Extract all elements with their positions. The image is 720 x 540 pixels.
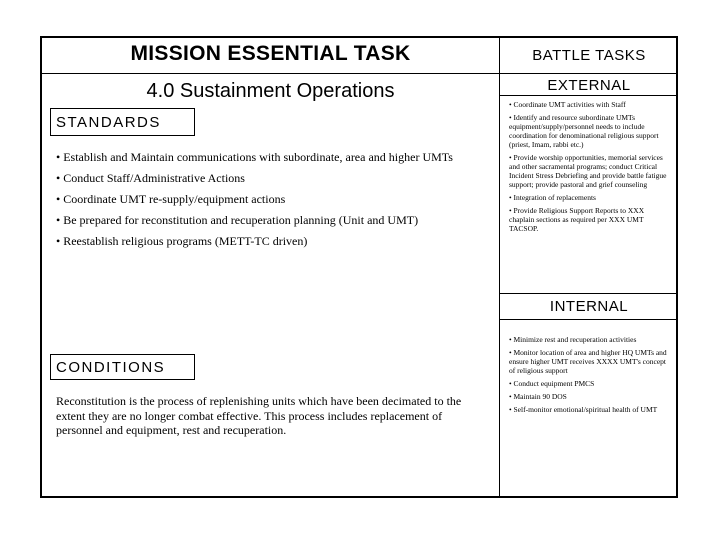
internal-task-item: • Minimize rest and recuperation activities [509,335,637,344]
mission-title: MISSION ESSENTIAL TASK [130,42,411,65]
internal-divider-top [500,293,678,294]
internal-divider-bottom [500,319,678,320]
external-task-item: • Provide Religious Support Reports to XXX chaplain sections as required per XXX UMT TACSOP. [509,206,645,233]
external-underline [500,95,678,96]
external-title: EXTERNAL [547,77,631,94]
battle-tasks-title: BATTLE TASKS [532,47,646,64]
standards-item: • Establish and Maintain communications with subordinate, area and higher UMTs [56,150,453,164]
internal-title: INTERNAL [549,298,629,315]
internal-task-item: • Monitor location of area and higher HQ UMTs and ensure higher UMT receives XXXX UMT's concept of religious support [509,348,667,375]
standards-item: • Be prepared for reconstitution and recuperation planning (Unit and UMT) [56,213,419,227]
standards-item: • Conduct Staff/Administrative Actions [56,171,245,185]
internal-task-list [509,335,667,418]
task-subtitle: 4.0 Sustainment Operations [146,80,395,102]
conditions-text: Reconstitution is the process of replenishing units which have been decimated to the extent they are no longer combat effective. This process includes replacement of personnel and equipment, rest and recuperation. [56,394,462,437]
battle-tasks-divider [500,73,678,74]
standards-item: • Coordinate UMT re-supply/equipment actions [56,192,286,206]
standards-item: • Reestablish religious programs (METT-TC driven) [56,234,308,248]
conditions-label: CONDITIONS [56,359,166,376]
internal-task-item: • Maintain 90 DOS [509,392,567,401]
mission-essential-task-form [40,36,678,498]
external-task-item: • Provide worship opportunities, memorial services and other sacramental programs; conduct Critical Incident Stress Debriefing and provide battle fatigue support; provide pastoral and grief counseling [509,153,667,189]
external-task-item: • Integration of replacements [509,193,596,202]
internal-task-item: • Self-monitor emotional/spiritual health of UMT [509,405,658,414]
external-task-item: • Identify and resource subordinate UMTs equipment/supply/personnel needs to include coordination for denominational religious support (priest, Imam, rabbi etc.) [509,113,659,149]
standards-label: STANDARDS [56,114,161,131]
internal-task-item: • Conduct equipment PMCS [509,379,595,388]
external-task-list [509,100,667,237]
standards-list [56,150,486,255]
external-task-item: • Coordinate UMT activities with Staff [509,100,626,109]
column-divider [499,38,500,498]
title-divider [42,73,499,74]
